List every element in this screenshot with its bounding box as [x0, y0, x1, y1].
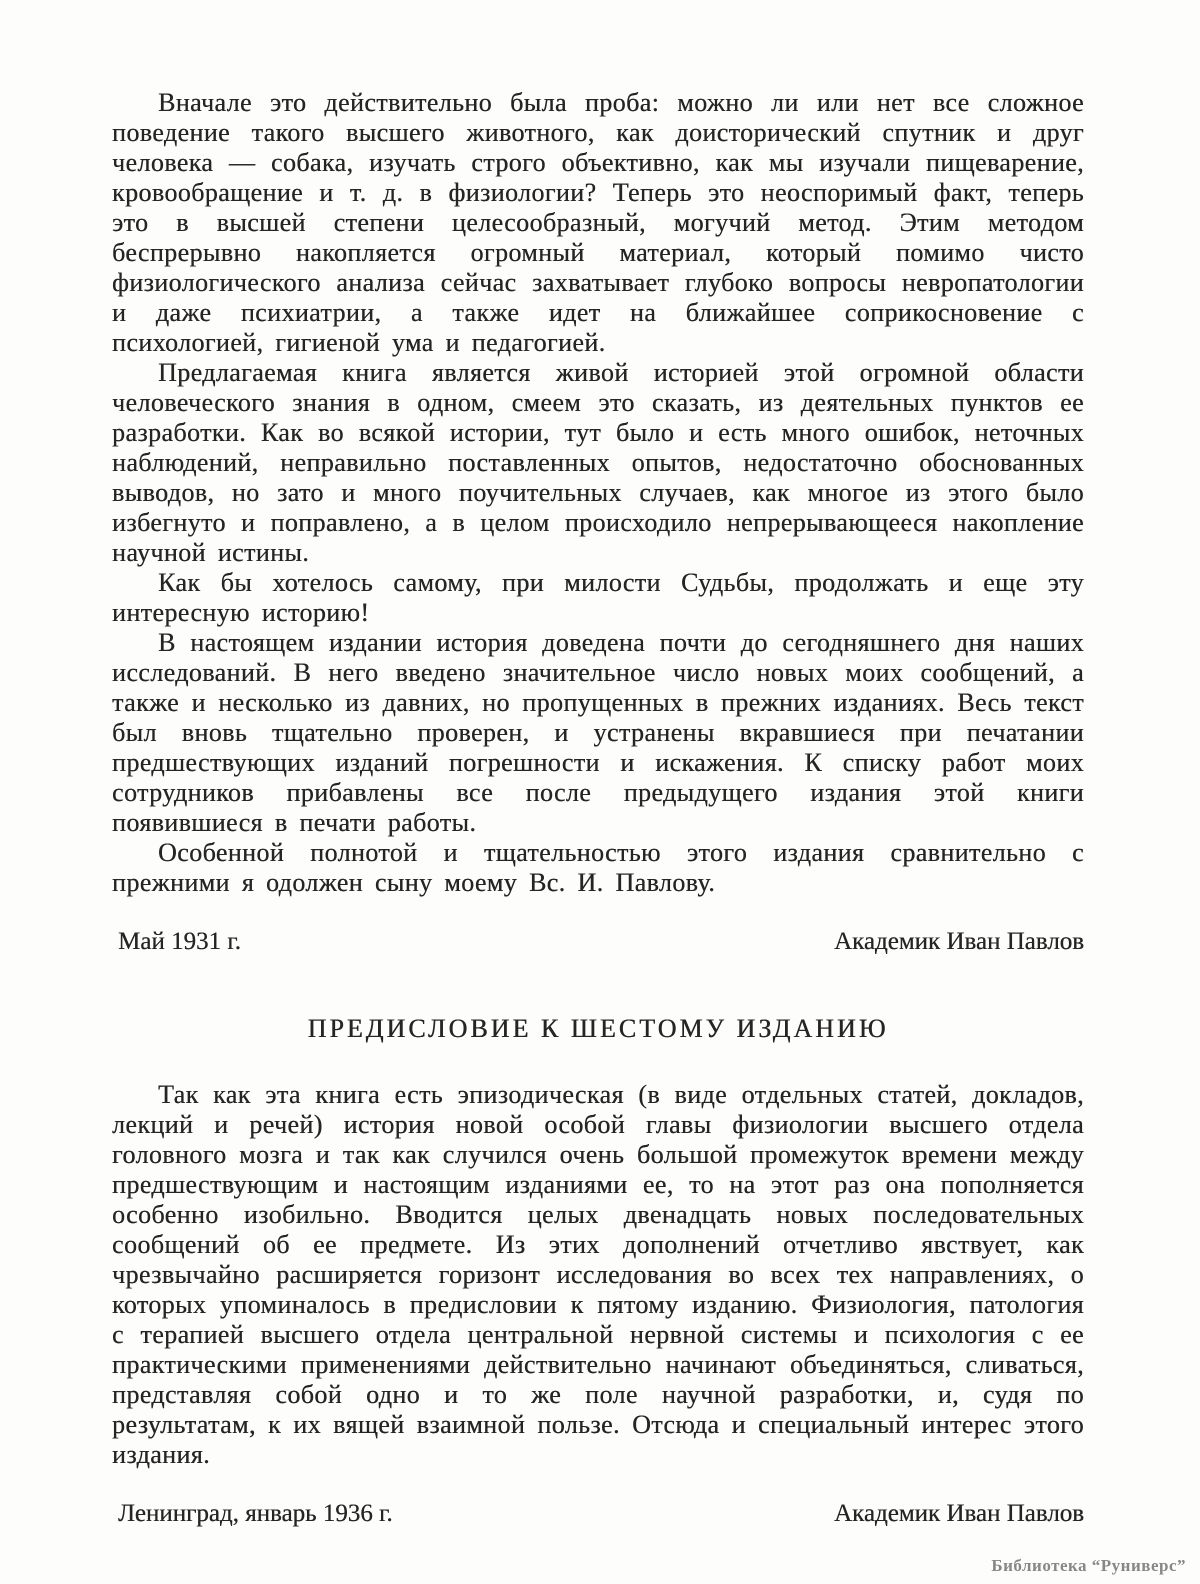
page-text-block — [112, 88, 1084, 1528]
date-line: Ленинград, январь 1936 г. — [118, 1500, 393, 1527]
paragraph: Вначале это действительно была проба: можно ли или нет все сложное поведение такого высшего животного, как доисторический спутник и друг человека — собака, изучать строго объективно, как мы изучали пищеварение, кровообращение и т. д. в физиологии? Теперь это неоспоримый факт, теперь это в высшей степени целесообразный, могучий метод. Этим методом беспрерывно накопляется огромный материал, который помимо чисто физиологического анализа сейчас захватывает глубоко вопросы невропатологии и даже психиатрии, а также идет на ближайшее соприкосновение с психологией, гигиеной ума и педагогией. — [112, 88, 1084, 357]
paragraph: Предлагаемая книга является живой историей этой огромной области человеческого знания в одном, смеем это сказать, из деятельных пунктов ее разработки. Как во всякой истории, тут было и есть много ошибок, неточных наблюдений, неправильно поставленных опытов, недостаточно обоснованных выводов, но зато и много поучительных случаев, как многое из этого было избегнуто и поправлено, а в целом происходило непрерывающееся накопление научной истины. — [112, 358, 1084, 567]
signature-line: Академик Иван Павлов — [834, 1500, 1084, 1527]
date-signature-row — [112, 928, 1084, 956]
paragraph: В настоящем издании история доведена почти до сегодняшнего дня наших исследований. В него введено значительное число новых моих сообщений, а также и несколько из давних, но пропущенных в прежних изданиях. Весь текст был вновь тщательно проверен, и устранены вкравшиеся при печатании предшествующих изданий погрешности и искажения. К списку работ моих сотрудников прибавлены все после предыдущего издания этой книги появившиеся в печати работы. — [112, 628, 1084, 837]
signature-line: Академик Иван Павлов — [834, 928, 1084, 955]
date-line: Май 1931 г. — [118, 928, 241, 955]
date-signature-row — [112, 1500, 1084, 1528]
library-watermark: Библиотека “Руниверс” — [991, 1556, 1186, 1575]
paragraph: Особенной полнотой и тщательностью этого издания сравнительно с прежними я одолжен сыну моему Вс. И. Павлову. — [112, 838, 1084, 897]
section-heading: ПРЕДИСЛОВИЕ К ШЕСТОМУ ИЗДАНИЮ — [307, 1014, 889, 1043]
paragraph: Так как эта книга есть эпизодическая (в виде отдельных статей, докладов, лекций и речей) история новой особой главы физиологии высшего отдела головного мозга и так как случился очень большой промежуток времени между предшествующим и настоящим изданиями ее, то на этот раз она пополняется особенно изобильно. Вводится целых двенадцать новых последовательных сообщений об ее предмете. Из этих дополнений отчетливо явствует, как чрезвычайно расширяется горизонт исследования во всех тех направлениях, о которых упоминалось в предисловии к пятому изданию. Физиология, патология с терапией высшего отдела центральной нервной системы и психология с ее практическими применениями действительно начинают объединяться, сливаться, представляя собой одно и то же поле научной разработки, и, судя по результатам, к их вящей взаимной пользе. Отсюда и специальный интерес этого издания. — [112, 1080, 1084, 1469]
paragraph: Как бы хотелось самому, при милости Судьбы, продолжать и еще эту интересную историю! — [112, 568, 1084, 627]
